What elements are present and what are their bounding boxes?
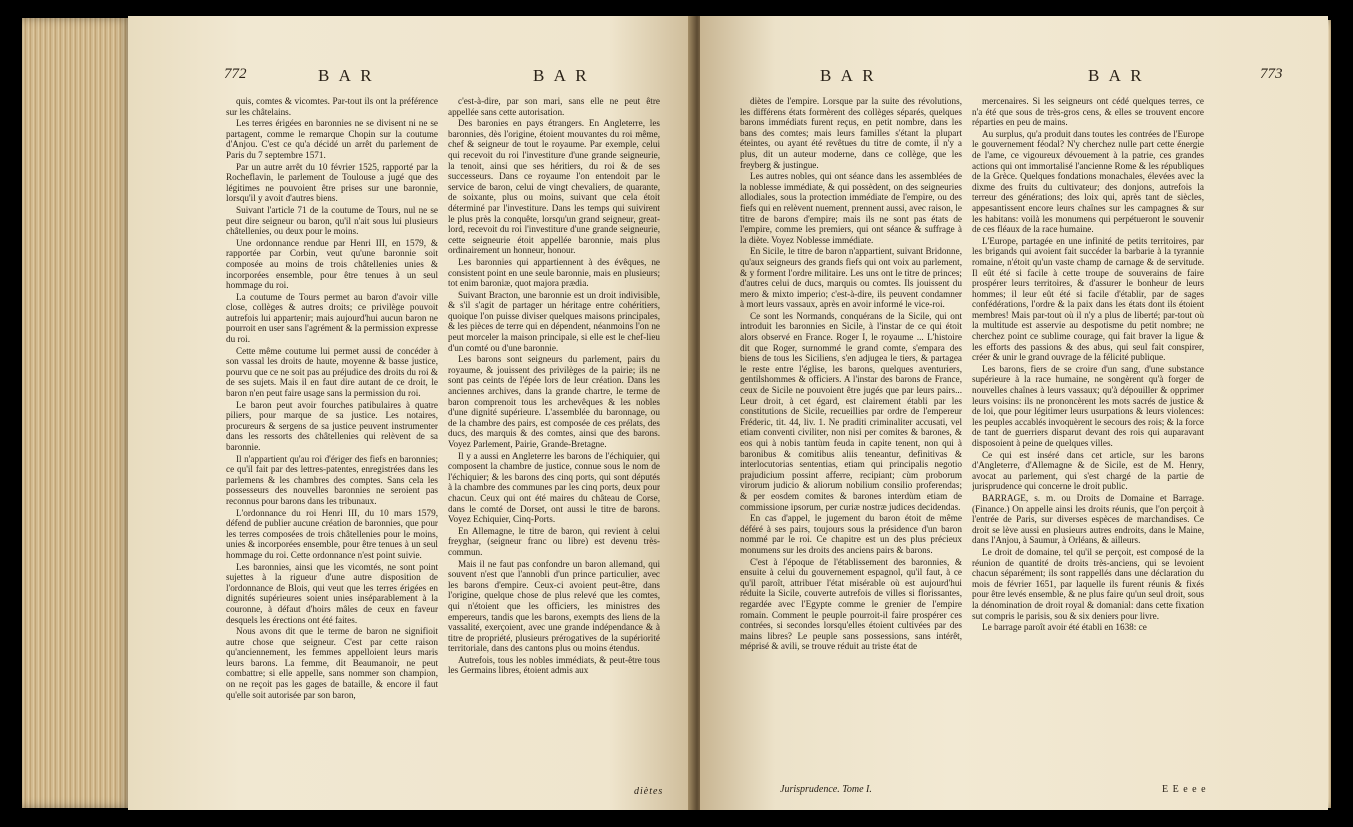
paragraph: Par un autre arrêt du 10 février 1525, rapporté par la Rocheflavin, le parlement de Toulouse a jugé que des légitimes ne pouvoient être prises sur une baronnie, lorsqu'il y avoit d'autres biens. xyxy=(226,161,438,204)
paragraph: Les terres érigées en baronnies ne se divisent ni ne se partagent, comme le remarque Chopin sur la coutume d'Anjou. C'est ce qu'a décidé un arrêt du parlement de Paris du 7 septembre 1571. xyxy=(226,118,438,160)
left-page-number: 772 xyxy=(224,66,247,82)
paragraph: Cette même coutume lui permet aussi de concéder à son vassal les droits de haute, moyenne & basse justice, pourvu que ce ne soit pas au préjudice des droits du roi & de ses sujets. Mais il en faut dire autant de ce droit, le baron n'en peut faire usage sans la permission du roi. xyxy=(226,345,438,399)
paragraph: Le droit de domaine, tel qu'il se perçoit, est composé de la réunion de quantité de droits très-anciens, qui se levoient chacun séparément; ils sont rappellés dans une déclaration du mois de février 1651, par laquelle ils furent réunis & fixés pour être levés ensemble, & ne plus faire qu'un seul droit, sous la dénomination de droit royal & domanial: dans cette fixation sut compris le parisis, sou & six deniers pour livre. xyxy=(972,546,1204,621)
paragraph: Autrefois, tous les nobles immédiats, & peut-être tous les Germains libres, étoient admis aux xyxy=(448,654,660,676)
paragraph: La coutume de Tours permet au baron d'avoir ville close, collèges & autres droits; ce privilège pouvoit autrefois lui appartenir; mais aujourd'hui aucun baron ne pourroit en user sans l'agrément & la permission expresse du roi. xyxy=(226,291,438,345)
paragraph: L'Europe, partagée en une infinité de petits territoires, par les brigands qui avoient fait succéder la barbarie à la tyrannie romaine, n'étoit qu'un vaste champ de carnage & de servitude. Il eût été si facile à cette troupe de souverains de faire prospérer leurs territoires, & d'assurer le bonheur de leurs hommes; il leur eût été si facile d'établir, par de sages confédérations, l'ordre & la paix dans les états dont ils étoient membres! Mais par-tout où il n'y a plus de liberté; par-tout où la multitude est asservie au despotisme du petit nombre; ne cherchez point ce sublime courage, qui fait braver la ligue & les efforts des passions & des abus, qui seul fait conspirer, créer & unir le grand ouvrage de la félicité publique. xyxy=(972,235,1204,363)
paragraph: En Allemagne, le titre de baron, qui revient à celui freyghar, (seigneur franc ou libre) est devenu très-commun. xyxy=(448,525,660,557)
paragraph: Les barons, fiers de se croire d'un sang, d'une substance supérieure à la race humaine, ne songèrent qu'à forger de nouvelles chaînes à leurs vassaux; qu'à dépouiller & opprimer leurs voisins: ils ne prononcèrent les mots sacrés de justice & de loi, que pour légitimer leurs usurpations & leurs violences: les peuples accablés invoquèrent le secours des rois; & la force de tant de guerriers disparut devant des rois qui auparavant disposoient à peine de quelques villes. xyxy=(972,363,1204,448)
paragraph: C'est à l'époque de l'établissement des baronnies, & ensuite à celui du gouvernement espagnol, qu'il faut, à ce qu'il paroît, attribuer l'état misérable où est aujourd'hui réduite la Sicile, couverte autrefois de villes si florissantes, regardée avec l'Egypte comme le grenier de l'empire romain. Comment le peuple pourroit-il faire prospérer ces contrées, si secondes lorsqu'elles étoient cultivées par des mains libres? Le peuple sans possessions, sans intérêt, méprisé & avili, se trouve réduit au triste état de xyxy=(740,556,962,652)
left-col2-text xyxy=(448,96,660,676)
book-page-edges-left xyxy=(22,18,132,808)
paragraph: quis, comtes & vicomtes. Par-tout ils ont la préférence sur les châtelains. xyxy=(226,96,438,117)
paragraph: mercenaires. Si les seigneurs ont cédé quelques terres, ce n'a été que sous de très-gros cens, & elles se trouvent encore réparties en peu de mains. xyxy=(972,96,1204,128)
paragraph: BARRAGE, s. m. ou Droits de Domaine et Barrage. (Finance.) On appelle ainsi les droits réunis, que l'on perçoit à l'entrée de Paris, sur diverses espèces de marchandises. Ce droit se lève aussi en plusieurs autres endroits, dans le Maine, dans l'Anjou, à Saumur, à Orléans, & ailleurs. xyxy=(972,492,1204,546)
right-running-head-1: B A R xyxy=(820,66,877,85)
right-column-2 xyxy=(972,96,1204,776)
left-col1-text xyxy=(226,96,438,700)
paragraph: c'est-à-dire, par son mari, sans elle ne peut être appellée sans cette autorisation. xyxy=(448,96,660,117)
paragraph: Des baronies en pays étrangers. En Angleterre, les baronnies, dès l'origine, étoient mouvantes du roi même, chef & seigneur de tout le royaume. Par exemple, celui qui recevoit du roi l'investiture d'une grande seigneurie, la tenoit, ainsi que ses héritiers, du roi & de ses successeurs. Dans ce royaume l'on entendoit par le service de baron, celui de vingt chevaliers, de quarante, de soixante, plus ou moins, suivant que cela étoit déterminé par l'investiture. Dans les temps qui suivirent le plus près la conquête, lorsqu'un grand seigneur, great-lord, recevoit du roi l'investiture d'une grande seigneurie, cette seigneurie étoit appellée baronnie, mais plus ordinairement un honneur, honour. xyxy=(448,118,660,256)
paragraph: Suivant Bracton, une baronnie est un droit indivisible, & s'il s'agit de partager un héritage entre cohéritiers, quoique l'on puisse diviser quelques maisons principales, & les pièces de terre qui en dépendent, néanmoins l'on ne peut morceler la maison principale, si elle est le chef-lieu d'un comté ou d'une baronnie. xyxy=(448,289,660,353)
paragraph: En cas d'appel, le jugement du baron étoit de même déféré à ses pairs, toujours sous la présidence d'un baron nommé par le roi. Ce chapitre est un des plus précieux monumens sur les droits des anciens pairs & barons. xyxy=(740,513,962,555)
paragraph: Nous avons dit que le terme de baron ne signifioit autre chose que seigneur. C'est par cette raison qu'anciennement, les femmes appelloient leurs maris leurs barons. La femme, dit Beaumanoir, ne peut combattre; si elle appelle, sans nommer son champion, on ne reçoit pas les gages de bataille, & encore il faut qu'elle soit autorisée par son baron, xyxy=(226,626,438,700)
right-footer-signature-line: Jurisprudence. Tome I. xyxy=(780,784,872,795)
left-column-2 xyxy=(448,96,660,786)
paragraph: Ce qui est inséré dans cet article, sur les barons d'Angleterre, d'Allemagne & de Sicile, est de M. Henry, avocat au parlement, qui s'est chargé de la partie de jurisprudence qui concerne le droit public. xyxy=(972,449,1204,492)
paragraph: Les barons sont seigneurs du parlement, pairs du royaume, & jouissent des privilèges de la pairie; ils ne sont pas ceints de l'épée lors de leur création. Dans les anciennes archives, dans la grande chartre, le terme de baron comprenoit tous les archevêques & les nobles d'une dignité supérieure. L'assemblée du baronnage, ou de la chambre des pairs, est composée de ces prélats, des ducs, des marquis & des comtes, ainsi que des barons. Voyez Parlement, Pairie, Grande-Bretagne. xyxy=(448,354,660,449)
right-col1-text xyxy=(740,96,962,652)
paragraph: diètes de l'empire. Lorsque par la suite des révolutions, les différens états formèrent des collèges séparés, quelques barons immédiats furent reçus, en petit nombre, dans les bans des comtes; mais leurs familles s'étant la plupart éteintes, ou ayant été revêtues du titre de comte, il n'y a plus, dit un auteur moderne, dans ce collège, que les freyberg & justingue. xyxy=(740,96,962,170)
left-column-1 xyxy=(226,96,438,786)
paragraph: Il y a aussi en Angleterre les barons de l'échiquier, qui composent la chambre de justice, connue sous le nom de l'échiquier; & les barons des cinq ports, qui sont députés à la chambre des communes par les cinq ports, deux pour chacun. Ceux qui ont été maires du château de Corse, dans le comté de Dorset, ont aussi le titre de barons. Voyez Echiquier, Cinq-Ports. xyxy=(448,450,660,525)
paragraph: Les baronnies, ainsi que les vicomtés, ne sont point sujettes à la rigueur d'une autre disposition de l'ordonnance de Blois, qui veut que les terres érigées en dignités supérieures soient unies inséparablement à la couronne, à défaut d'hoirs mâles de ceux en faveur desquels les érections ont été faites. xyxy=(226,561,438,625)
paragraph: Les baronnies qui appartiennent à des évêques, ne consistent point en une seule baronnie, mais en plusieurs; tot enim baroniæ, quot majora prædia. xyxy=(448,256,660,289)
right-column-1 xyxy=(740,96,962,776)
right-sheet-signature: E E e e e xyxy=(1162,784,1207,795)
paragraph: Une ordonnance rendue par Henri III, en 1579, & rapportée par Corbin, veut qu'une baronnie soit composée au moins de trois châtellenies unies & incorporées ensemble, pour être tenues à un seul hommage du roi. xyxy=(226,237,438,291)
right-page-number: 773 xyxy=(1260,66,1283,82)
left-running-head-1: B A R xyxy=(318,66,375,85)
paragraph: Le baron peut avoir fourches patibulaires à quatre piliers, pour marque de sa justice. Les notaires, procureurs & sergens de sa justice peuvent instrumenter dans les ressorts des châtellenies qui relèvent de sa baronnie. xyxy=(226,399,438,452)
left-page xyxy=(128,16,694,810)
paragraph: Au surplus, qu'a produit dans toutes les contrées de l'Europe le gouvernement féodal? N'y cherchez nulle part cette énergie de l'ame, ce vigoureux dévouement à la patrie, ces grandes actions qui ont immortalisé l'ancienne Rome & les républiques de la Grèce. Quelques fondations monachales, élevées avec la dixme des fruits du cultivateur; des donjons, autrefois la terreur des générations; des loix qui, après tant de siècles, appesantissent encore leurs chaînes sur les campagnes & sur les habitans: voilà les monumens qui perpétueront le souvenir de ces fléaux de la race humaine. xyxy=(972,128,1204,235)
paragraph: Il n'appartient qu'au roi d'ériger des fiefs en baronnies; ce qu'il fait par des lettres-patentes, enregistrées dans les parlemens & les chambres des comptes. Sans cela les possesseurs des nouvelles baronnies ne seroient pas reconnus pour barons dans les tribunaux. xyxy=(226,453,438,506)
left-catchword: diètes xyxy=(634,786,664,797)
right-running-head-2: B A R xyxy=(1088,66,1145,85)
paragraph: Le barrage paroît avoir été établi en 1638: ce xyxy=(982,622,1147,633)
left-running-head-2: B A R xyxy=(533,66,590,85)
right-page xyxy=(700,16,1328,810)
paragraph: Ce sont les Normands, conquérans de la Sicile, qui ont introduit les baronnies en Sicile, à l'instar de ce qui étoit alors observé en France. Roger I, le royaume ... L'histoire dit que Roger, surnommé le grand comte, s'empara des biens de tous les Siciliens, s'en adjugea le tiers, & partagea le reste entre l'église, les barons, quelques aventuriers, gentilshommes & officiers. A l'instar des barons de France, ceux de Sicile ne pouvoient être jugés que par leurs pairs... Leur droit, à cet égard, est clairement établi par les constitutions de Sicile, recueillies par ordre de l'empereur Fréderic, tit. 44, liv. 1. Ne praditi criminaliter accusati, vel etiam conventi civiliter, non nisi per comites & barones, & eos qui à nobis tantùm feuda in capite tenent, non qui à baronibus & comitibus aliis teneantur, definitivas & interlocutorias sententias, etiam qui principalis negotio prajudicium possint afferre, recipiant; cùm proborum virorum judicio & aliorum nobilium consilio proferendas; & per eosdem comites & barones interdùm etiam de commissione ipsorum, per curiæ nostræ judices decidendas. xyxy=(740,310,962,512)
right-col2-text xyxy=(972,96,1204,633)
paragraph: Suivant l'article 71 de la coutume de Tours, nul ne se peut dire seigneur ou baron, qu'il n'ait sous lui plusieurs châtellenies, ou deux pour le moins. xyxy=(226,204,438,237)
paragraph: L'ordonnance du roi Henri III, du 10 mars 1579, défend de publier aucune création de baronnies, que pour les terres composées de trois châtellenies pour le moins, unies & incorporées ensemble, pour être tenues à un seul hommage du roi. Cette ordonnance n'est point suivie. xyxy=(226,507,438,560)
paragraph: En Sicile, le titre de baron n'appartient, suivant Bridonne, qu'aux seigneurs des grands fiefs qui ont voix au parlement, & y forment l'ordre militaire. Les uns ont le titre de princes; d'autres celui de ducs, marquis ou comtes. Ils jouissent du mero & mixto imperio; c'est-à-dire, ils peuvent condamner à mort leurs vassaux, après en avoir informé le vice-roi. xyxy=(740,246,962,310)
paragraph: Mais il ne faut pas confondre un baron allemand, qui souvent n'est que l'annobli d'un prince particulier, avec les barons d'empire. Ceux-ci avoient peut-être, dans l'origine, quelque chose de plus relevé que les comtes, qui n'étoient que les officiers, les ministres des empereurs, tandis que les barons, exempts des liens de la vassalité, exerçoient, avec une grande indépendance & à titre de propriété, plusieurs prérogatives de la supériorité territoriale, dans des cantons plus ou moins étendus. xyxy=(448,558,660,654)
paragraph: Les autres nobles, qui ont séance dans les assemblées de la noblesse immédiate, & qui possèdent, on des seigneuries allodiales, sous la protection immédiate de l'empire, ou des fiefs qui en relèvent nuement, prennent aussi, avec raison, le titre de barons d'empire; mais ils ne sont pas états de l'empire, comme les premiers, qui ont séance & suffrage à la diète. Voyez Noblesse immédiate. xyxy=(740,171,962,245)
